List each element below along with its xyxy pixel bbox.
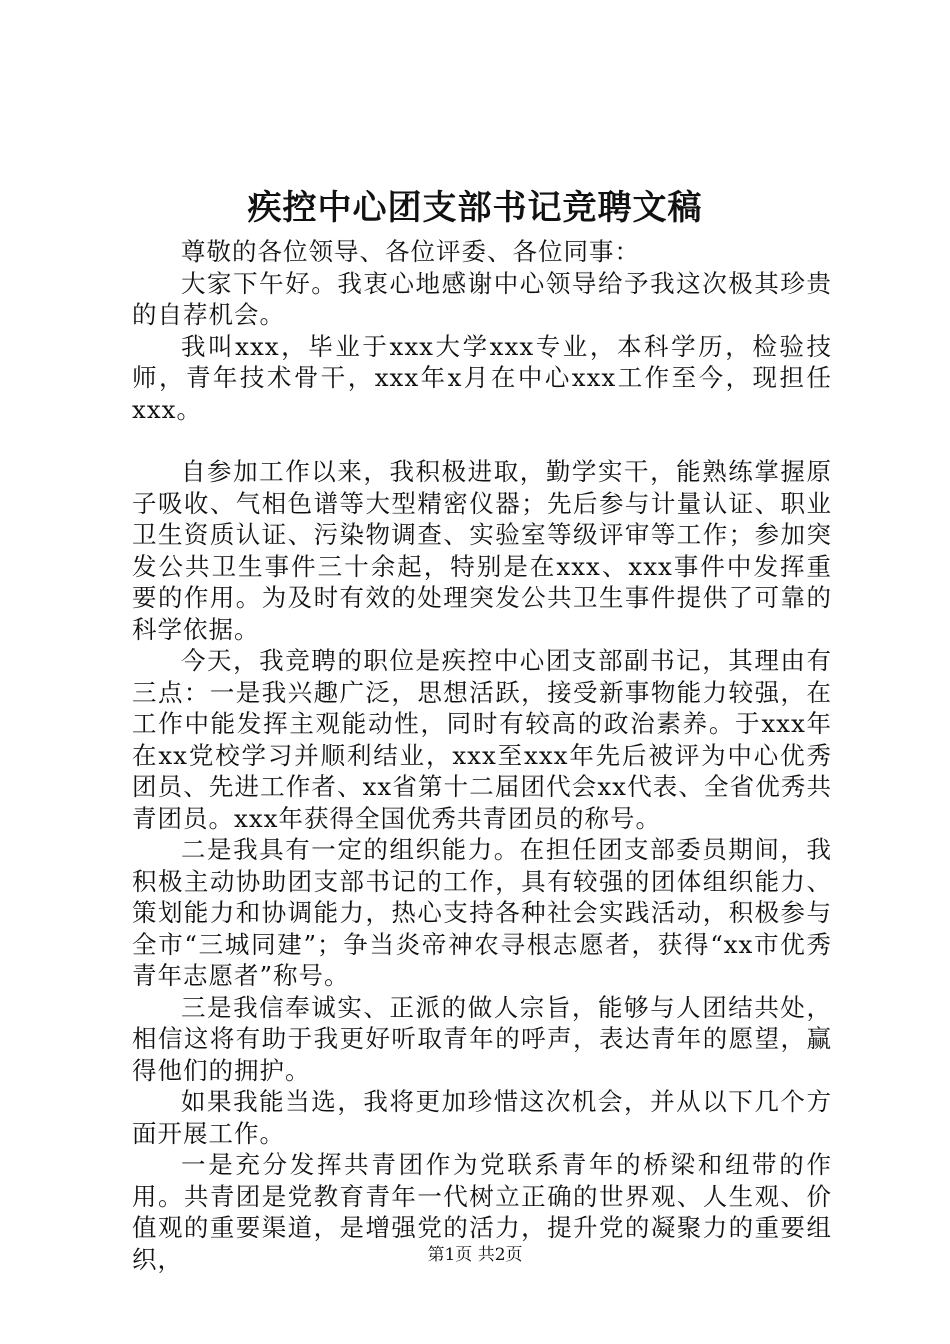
salutation-paragraph: 尊敬的各位领导、各位评委、各位同事： — [181, 237, 640, 266]
greeting-paragraph: 大家下午好。我衷心地感谢中心领导给予我这次极其珍贵的自荐机会。 — [132, 268, 832, 329]
reason-one-paragraph: 今天，我竞聘的职位是疾控中心团支部副书记，其理由有三点：一是我兴趣广泛，思想活跃，接受新事物能力较强，在工作中能发挥主观能动性，同时有较高的政治素养。于xxx年在xx党校学习并顺利结业，xxx至xxx年先后被评为中心优秀团员、先进工作者、xx省第十二届团代会xx代表、全省优秀共青团员。xxx年获得全国优秀共青团员的称号。 — [132, 646, 832, 833]
document-body — [132, 236, 832, 1275]
document-title: 疾控中心团支部书记竞聘文稿 — [247, 188, 703, 228]
plan-one-paragraph: 一是充分发挥共青团作为党联系青年的桥梁和纽带的作用。共青团是党教育青年一代树立正确的世界观、人生观、价值观的重要渠道，是增强党的活力，提升党的凝聚力的重要组织， — [132, 1150, 832, 1274]
self-introduction-paragraph: 我叫xxx，毕业于xxx大学xxx专业，本科学历，检验技师，青年技术骨干，xxx年x月在中心xxx工作至今，现担任xxx。 — [132, 331, 832, 424]
plan-intro-paragraph: 如果我能当选，我将更加珍惜这次机会，并从以下几个方面开展工作。 — [132, 1087, 832, 1148]
work-experience-paragraph: 自参加工作以来，我积极进取，勤学实干，能熟练掌握原子吸收、气相色谱等大型精密仪器；先后参与计量认证、职业卫生资质认证、污染物调查、实验室等级评审等工作；参加突发公共卫生事件三十余起，特别是在xxx、xxx事件中发挥重要的作用。为及时有效的处理突发公共卫生事件提供了可靠的科学依据。 — [132, 457, 832, 644]
page-number-footer: 第1页 共2页 — [427, 1245, 523, 1265]
reason-three-paragraph: 三是我信奉诚实、正派的做人宗旨，能够与人团结共处，相信这将有助于我更好听取青年的呼声，表达青年的愿望，赢得他们的拥护。 — [132, 992, 832, 1085]
reason-two-paragraph: 二是我具有一定的组织能力。在担任团支部委员期间，我积极主动协助团支部书记的工作，具有较强的团体组织能力、策划能力和协调能力，热心支持各种社会实践活动，积极参与全市“三城同建”；争当炎帝神农寻根志愿者，获得“xx市优秀青年志愿者”称号。 — [132, 835, 832, 990]
